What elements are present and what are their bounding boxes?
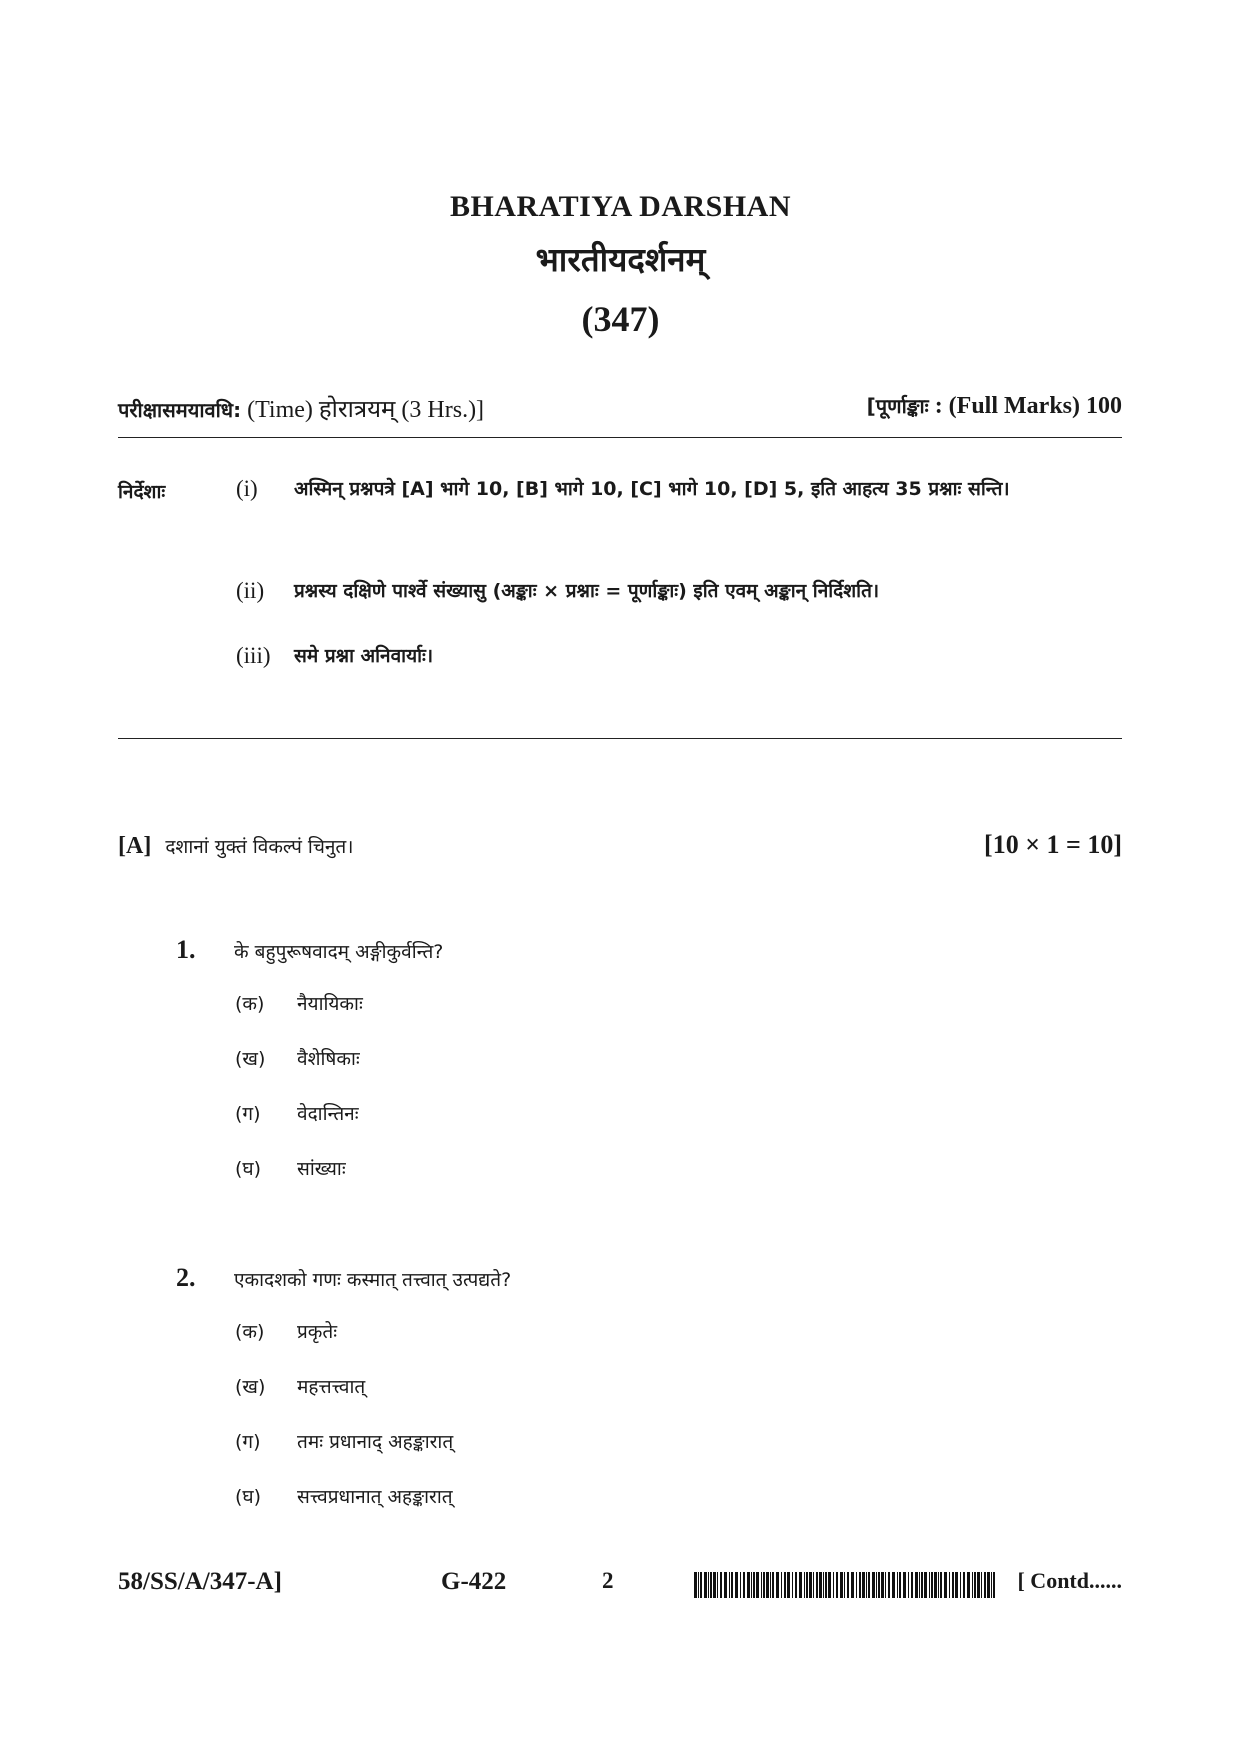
continued-note: [ Contd......	[1017, 1568, 1122, 1593]
instruction-item: (i) अस्मिन् प्रश्नपत्रे [A] भागे 10, [B] भागे 10, [C] भागे 10, [D] 5, इति आहत्य 35 प्रश्नाः सन्ति।	[236, 476, 1010, 501]
time-duration: परीक्षासमयावधि: (Time) होरात्रयम् (3 Hrs.)]	[118, 397, 485, 423]
time-marks-row	[118, 392, 1122, 425]
section-heading	[118, 830, 1122, 860]
question-option: (क) नैयायिकाः	[235, 993, 363, 1015]
page-footer	[118, 1568, 1122, 1608]
series-code: G-422	[441, 1568, 507, 1595]
page-number: 2	[602, 1568, 614, 1593]
paper-code: 58/SS/A/347-A]	[118, 1568, 282, 1595]
subject-code: (347)	[581, 299, 660, 339]
instructions-label: निर्देशाः	[118, 481, 166, 503]
section-marks: [10 × 1 = 10]	[984, 830, 1122, 859]
instruction-item: (ii) प्रश्नस्य दक्षिणे पार्श्वे संख्यासु (अङ्काः × प्रश्नाः = पूर्णाङ्काः) इति एवम् अङ्कान् निर्दिशति।	[236, 578, 880, 603]
question-option: (ख) वैशेषिकाः	[235, 1048, 360, 1070]
question-option: (ग) वेदान्तिनः	[235, 1103, 359, 1125]
question-option: (ग) तमः प्रधानाद् अहङ्कारात्	[235, 1431, 454, 1453]
divider-bottom	[118, 738, 1122, 739]
instruction-item: (iii) समे प्रश्ना अनिवार्याः।	[236, 643, 434, 668]
question-option: (क) प्रकृतेः	[235, 1321, 338, 1343]
exam-title-hindi: भारतीयदर्शनम्	[535, 240, 706, 279]
divider-top	[118, 437, 1122, 438]
question: 1. के बहुपुरूषवादम् अङ्गीकुर्वन्ति?	[176, 935, 444, 964]
question: 2. एकादशको गणः कस्मात् तत्त्वात् उत्पद्यते?	[176, 1263, 512, 1292]
barcode-icon	[694, 1572, 996, 1598]
full-marks: [पूर्णाङ्काः : (Full Marks) 100	[866, 393, 1122, 419]
question-option: (घ) सांख्याः	[235, 1158, 346, 1180]
question-option: (घ) सत्त्वप्रधानात् अहङ्कारात्	[235, 1486, 453, 1508]
section-label: [A]	[118, 833, 152, 859]
question-option: (ख) महत्तत्त्वात्	[235, 1376, 366, 1398]
exam-title-english: BHARATIYA DARSHAN	[449, 190, 792, 223]
section-instruction: दशानां युक्तं विकल्पं चिनुत।	[165, 836, 354, 858]
